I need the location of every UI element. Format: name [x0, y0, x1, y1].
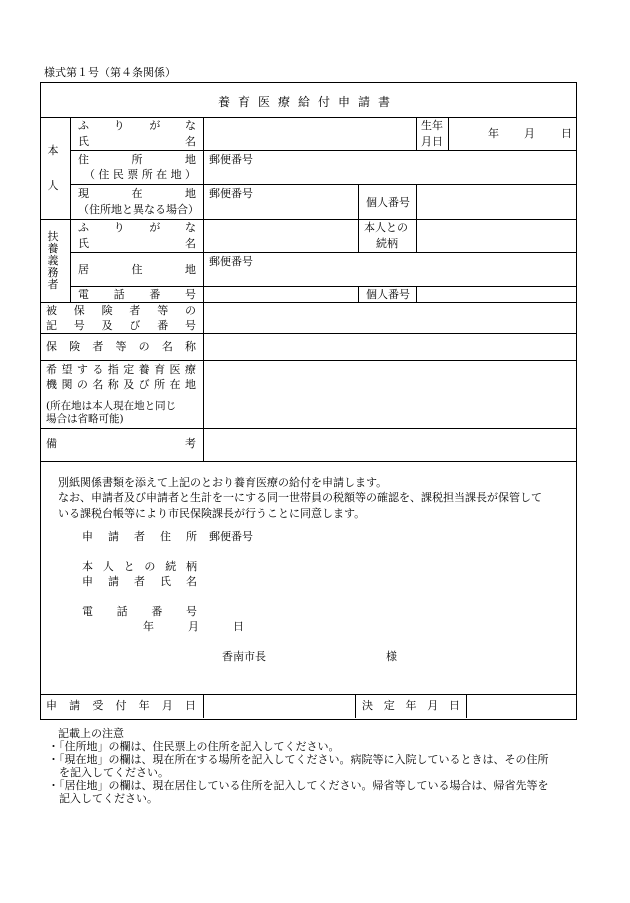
applicant-relation-label: 本人との続柄	[82, 560, 197, 573]
current-postal-label: 郵便番号	[209, 187, 253, 200]
note-item-2-cont: を記入してください。	[48, 766, 169, 779]
residence-postal-label: 郵便番号	[209, 255, 253, 268]
fuyo-label-5: 者	[47, 278, 59, 291]
form-title: 養育医療給付申請書	[217, 95, 398, 109]
honnin-label-1: 本	[47, 144, 59, 157]
address-postal-label: 郵便番号	[209, 153, 253, 166]
fuyo-phone-label: 電話番号	[78, 288, 196, 301]
fuyo-label-3: 義	[47, 254, 59, 267]
relation-label-1: 本人との	[364, 221, 408, 234]
fuyo-label-1: 扶	[47, 230, 59, 243]
note-item-3: ・「居住地」の欄は、現在居住している住所を記入してください。帰省等している場合は、帰省先等を	[48, 779, 549, 792]
applicant-name-label: 申請者氏名	[82, 575, 197, 588]
residence-label: 居住地	[78, 263, 196, 276]
birth-month-label: 月	[524, 127, 535, 140]
honnin-label-2: 人	[47, 179, 59, 192]
hospital-note-2: 場合は省略可能)	[46, 413, 124, 425]
application-month-label: 月	[188, 620, 199, 633]
notes-heading: 記載上の注意	[58, 727, 124, 740]
applicant-phone-label: 電話番号	[82, 605, 197, 618]
fuyo-furigana-label: ふりがな	[78, 221, 196, 234]
application-day-label: 日	[233, 620, 244, 633]
statement-line-1: 別紙関係書類を添えて上記のとおり養育医療の給付を申請します。	[58, 476, 388, 489]
hospital-note-1: (所在地は本人現在地と同じ	[46, 400, 177, 412]
statement-line-3: いる課税台帳等により市民保険課長が行うことに同意します。	[58, 507, 366, 520]
honnin-furigana-label: ふりがな	[78, 119, 196, 132]
insurer-name-label: 保険者等の名称	[46, 340, 196, 353]
statement-line-2: なお、申請者及び申請者と生計を一にする同一世帯員の税額等の確認を、課税担当課長が保管して	[58, 491, 542, 504]
address-label: 住所地	[78, 153, 196, 166]
received-date-label: 申請受付年月日	[46, 699, 196, 712]
note-item-3-cont: 記入してください。	[48, 792, 158, 805]
insured-label-2: 記号及び番号	[46, 319, 196, 332]
application-year-label: 年	[143, 620, 154, 633]
address-sub-label: （住民票所在地）	[84, 168, 196, 181]
honnin-mynumber-label: 個人番号	[366, 196, 410, 209]
remarks-label: 備考	[46, 437, 196, 450]
sama-label: 様	[386, 650, 397, 663]
applicant-postal-label: 郵便番号	[209, 530, 253, 543]
insured-label-1: 被保険者等の	[46, 304, 196, 317]
form-number: 様式第１号（第４条関係）	[44, 66, 176, 79]
fuyo-label-4: 務	[47, 266, 59, 279]
birth-day-label: 日	[561, 127, 572, 140]
current-location-label: 現在地	[78, 187, 196, 200]
fuyo-name-label: 氏名	[78, 237, 196, 250]
mayor-label: 香南市長	[222, 650, 266, 663]
birthdate-label-1: 生年	[421, 119, 443, 132]
relation-label-2: 続柄	[376, 237, 398, 250]
hospital-label-2: 機関の名称及び所在地	[46, 378, 196, 391]
note-item-2: ・「現在地」の欄は、現在所在する場所を記入してください。病院等に入院しているときは、その住所	[48, 753, 549, 766]
birth-year-label: 年	[488, 127, 499, 140]
fuyo-mynumber-label: 個人番号	[366, 288, 410, 301]
birthdate-label-2: 月日	[421, 135, 443, 148]
fuyo-label-2: 養	[47, 242, 59, 255]
applicant-address-label: 申請者住所	[82, 530, 197, 543]
honnin-name-label: 氏名	[78, 135, 196, 148]
decision-date-label: 決定年月日	[362, 699, 460, 712]
current-location-sub: （住所地と異なる場合）	[78, 203, 199, 216]
hospital-label-1: 希望する指定養育医療	[46, 363, 196, 376]
note-item-1: ・「住所地」の欄は、住民票上の住所を記入してください。	[48, 740, 340, 753]
